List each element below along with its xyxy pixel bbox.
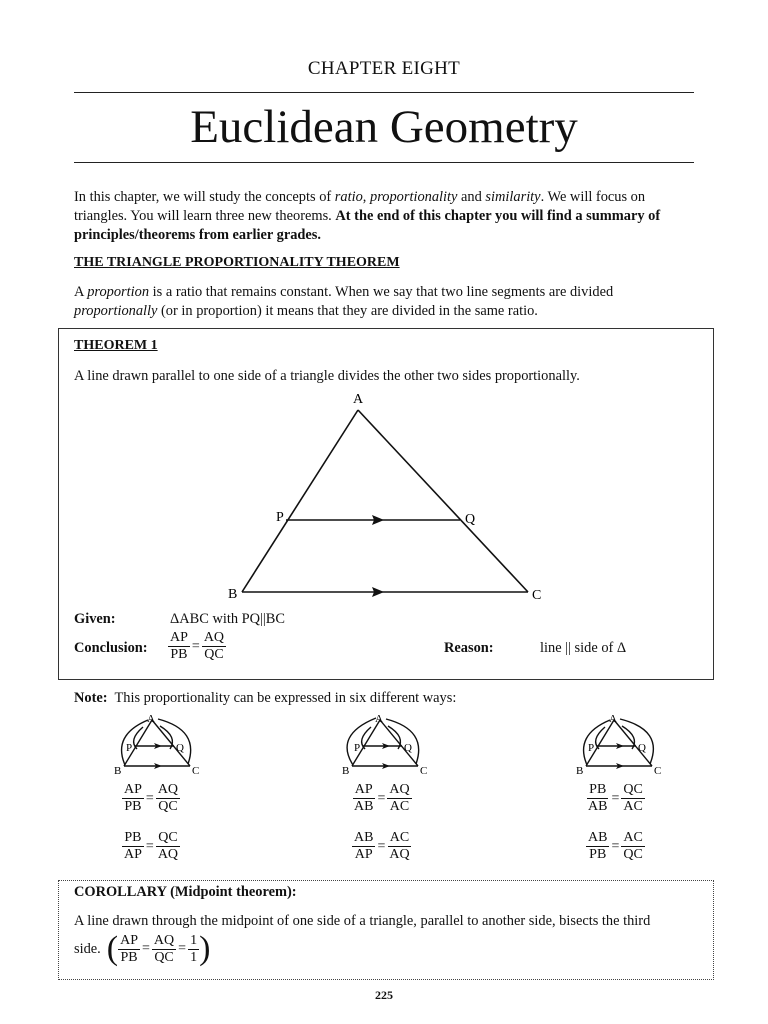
page-title: Euclidean Geometry <box>190 101 578 153</box>
mini-label: C <box>192 765 200 777</box>
chapter-label: CHAPTER EIGHT <box>307 58 461 79</box>
denominator: AQ <box>389 847 410 862</box>
section-heading: THE TRIANGLE PROPORTIONALITY THEOREM <box>74 255 400 270</box>
denominator: QC <box>204 647 224 662</box>
ratio-equation <box>352 782 412 815</box>
equals-sign: = <box>191 638 200 654</box>
fraction <box>122 830 144 863</box>
equals-sign: = <box>377 838 386 854</box>
equals-sign: = <box>611 838 620 854</box>
ratio-equation <box>122 830 180 863</box>
fraction <box>156 830 180 863</box>
numerator: AB <box>588 830 608 845</box>
fraction <box>387 830 411 863</box>
equals-sign: = <box>377 790 386 806</box>
side-word: side. <box>74 940 101 957</box>
intro-text-1: In this chapter, we will study the concepts of <box>74 189 335 205</box>
mini-label: A <box>609 713 617 725</box>
numerator: AC <box>389 830 410 845</box>
ratio-equation <box>122 782 180 815</box>
mini-label: P <box>354 742 361 754</box>
denominator: AC <box>623 799 643 814</box>
mini-label: C <box>420 765 428 777</box>
page-number: 225 <box>375 988 393 1002</box>
fraction <box>352 830 375 863</box>
mini-label: P <box>588 742 595 754</box>
numerator: AP <box>170 630 188 645</box>
denominator: AB <box>588 799 608 814</box>
term-ratio: ratio <box>334 189 363 205</box>
reason-label: Reason: <box>444 640 494 656</box>
equals-sign: = <box>611 790 620 806</box>
prop-text-1: is a ratio that remains constant. When we say that two line segments are divided <box>149 284 614 300</box>
mini-label: B <box>576 765 584 777</box>
numerator: AQ <box>157 782 179 797</box>
intro-comma: , <box>362 189 370 205</box>
numerator: AC <box>623 830 643 845</box>
numerator: AP <box>124 782 142 797</box>
fraction <box>188 933 199 966</box>
denominator: PB <box>120 949 138 965</box>
denominator: QC <box>158 799 178 814</box>
mini-label: C <box>654 765 662 777</box>
open-paren: ( <box>106 930 119 967</box>
denominator: QC <box>623 847 643 862</box>
numerator: QC <box>623 782 643 797</box>
numerator: AQ <box>203 630 225 645</box>
given-value: ΔABC with PQ||BC <box>170 611 285 627</box>
equals-sign: = <box>142 941 150 956</box>
numerator: AQ <box>389 782 410 797</box>
denominator: PB <box>170 647 188 662</box>
fraction <box>586 782 609 815</box>
fraction <box>156 782 180 815</box>
denominator: AP <box>354 847 373 862</box>
fraction <box>621 830 644 863</box>
fraction <box>352 782 375 815</box>
numerator: AQ <box>153 932 175 948</box>
close-paren: ) <box>199 930 211 967</box>
term-proportionality: proportionality <box>370 189 458 205</box>
denominator: PB <box>124 799 142 814</box>
denominator: AQ <box>157 847 179 862</box>
equals-sign: = <box>145 790 154 806</box>
denominator: PB <box>589 847 607 862</box>
numerator: AP <box>354 782 373 797</box>
numerator: 1 <box>190 932 198 948</box>
equals-sign: = <box>178 941 187 956</box>
vertex-b-label: B <box>228 587 238 602</box>
mini-label: Q <box>404 742 412 754</box>
mini-label: B <box>342 765 350 777</box>
denominator: 1 <box>190 949 198 965</box>
note-label: Note: <box>74 690 108 706</box>
note-text: This proportionality can be expressed in six different ways: <box>114 690 457 706</box>
vertex-p-label: P <box>276 510 284 525</box>
corollary-statement: A line drawn through the midpoint of one side of a triangle, parallel to another side, bisects the third <box>74 913 651 929</box>
mini-label: P <box>126 742 133 754</box>
numerator: QC <box>158 830 178 845</box>
denominator: QC <box>154 949 174 965</box>
vertex-q-label: Q <box>465 512 476 527</box>
intro-bold-text: At the end of this chapter you will find a summary of principles/theorems from earlier grades. <box>74 208 661 243</box>
term-similarity: similarity <box>485 189 541 205</box>
fraction <box>586 830 609 863</box>
intro-text-2: . We will focus on triangles. You will learn three new theorems. <box>74 189 646 224</box>
prop-text-2: (or in proportion) it means that they are divided in the same ratio. <box>157 303 538 319</box>
denominator: AC <box>389 799 410 814</box>
fraction <box>122 782 144 815</box>
corollary-equation <box>74 932 210 966</box>
mini-label: A <box>147 713 155 725</box>
vertex-c-label: C <box>532 588 542 603</box>
numerator: AP <box>120 932 139 948</box>
prop-a: A <box>74 284 88 300</box>
mini-label: Q <box>176 742 184 754</box>
given-label: Given: <box>74 611 116 627</box>
numerator: PB <box>124 830 142 845</box>
mini-label: A <box>375 713 383 725</box>
denominator: AP <box>124 847 142 862</box>
theorem-statement: A line drawn parallel to one side of a triangle divides the other two sides proportionally. <box>74 368 580 384</box>
mini-label: Q <box>638 742 646 754</box>
numerator: AB <box>354 830 374 845</box>
denominator: AB <box>354 799 374 814</box>
mini-label: B <box>114 765 122 777</box>
theorem-heading: THEOREM 1 <box>74 338 158 353</box>
intro-and: and <box>457 189 486 205</box>
fraction <box>621 782 644 815</box>
ratio-equation <box>352 830 412 863</box>
conclusion-label: Conclusion: <box>74 640 148 656</box>
fraction <box>118 933 140 966</box>
ratio-equation <box>586 782 645 815</box>
reason-value: line || side of Δ <box>540 640 627 656</box>
term-proportionally: proportionally <box>74 303 158 319</box>
fraction <box>152 933 176 966</box>
fraction <box>387 782 411 815</box>
corollary-heading: COROLLARY (Midpoint theorem): <box>74 884 297 900</box>
equals-sign: = <box>145 838 154 854</box>
ratio-equation <box>586 830 645 863</box>
term-proportion: proportion <box>87 284 150 300</box>
vertex-a-label: A <box>353 392 364 407</box>
numerator: PB <box>589 782 607 797</box>
